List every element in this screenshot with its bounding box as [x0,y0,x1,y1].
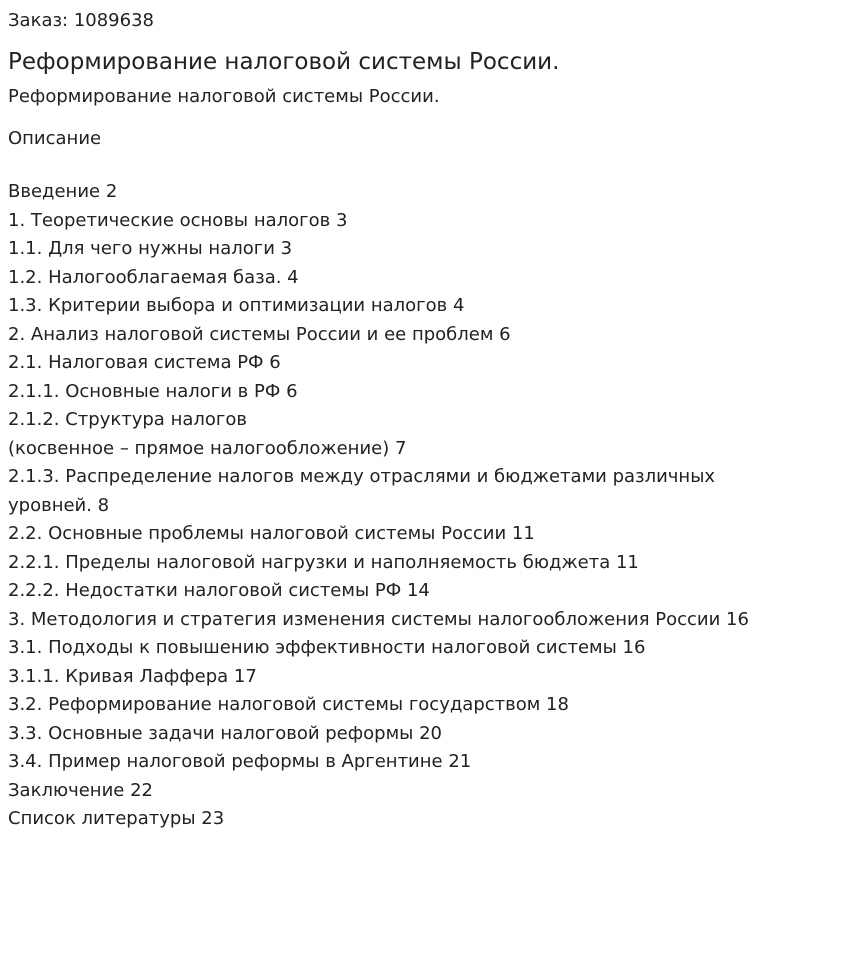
toc-item: 1. Теоретические основы налогов 3 [8,209,348,231]
toc-item: 2.2. Основные проблемы налоговой системы России 11 [8,523,535,544]
toc-item: 1.2. Налогооблагаемая база. 4 [8,266,299,288]
toc-item: Введение 2 [8,181,118,202]
toc-item: 2.1.1. Основные налоги в РФ 6 [8,380,298,402]
toc-item: 2. Анализ налоговой системы России и ее проблем 6 [8,323,511,345]
toc-item: 2.1. Налоговая система РФ 6 [8,352,281,373]
toc-item: 3.1.1. Кривая Лаффера 17 [8,665,257,687]
toc-item: 3.1. Подходы к повышению эффективности налоговой системы 16 [8,637,646,658]
toc-item: 2.2.2. Недостатки налоговой системы РФ 14 [8,580,430,601]
toc-item: 2.1.3. Распределение налогов между отраслями и бюджетами различных уровней. 8 [8,466,716,516]
toc-item: 3.3. Основные задачи налоговой реформы 20 [8,722,443,744]
toc-item: 3. Методология и стратегия изменения системы налогообложения России 16 [8,608,749,630]
table-of-contents [8,178,839,834]
toc-item: Заключение 22 [8,779,153,801]
page-title: Реформирование налоговой системы России. [8,49,560,75]
page-subtitle: Реформирование налоговой системы России. [8,86,440,107]
description-heading: Описание [8,128,102,149]
toc-item: 3.4. Пример налоговой реформы в Аргентине 21 [8,751,472,772]
order-number: Заказ: 1089638 [8,10,154,31]
toc-item: Список литературы 23 [8,808,225,829]
toc-item: 2.1.2. Структура налогов (косвенное – прямое налогообложение) 7 [8,409,407,459]
toc-item: 1.3. Критерии выбора и оптимизации налогов 4 [8,295,465,316]
toc-item: 1.1. Для чего нужны налоги 3 [8,238,293,259]
toc-item: 2.2.1. Пределы налоговой нагрузки и наполняемость бюджета 11 [8,551,639,573]
toc-item: 3.2. Реформирование налоговой системы государством 18 [8,694,569,715]
